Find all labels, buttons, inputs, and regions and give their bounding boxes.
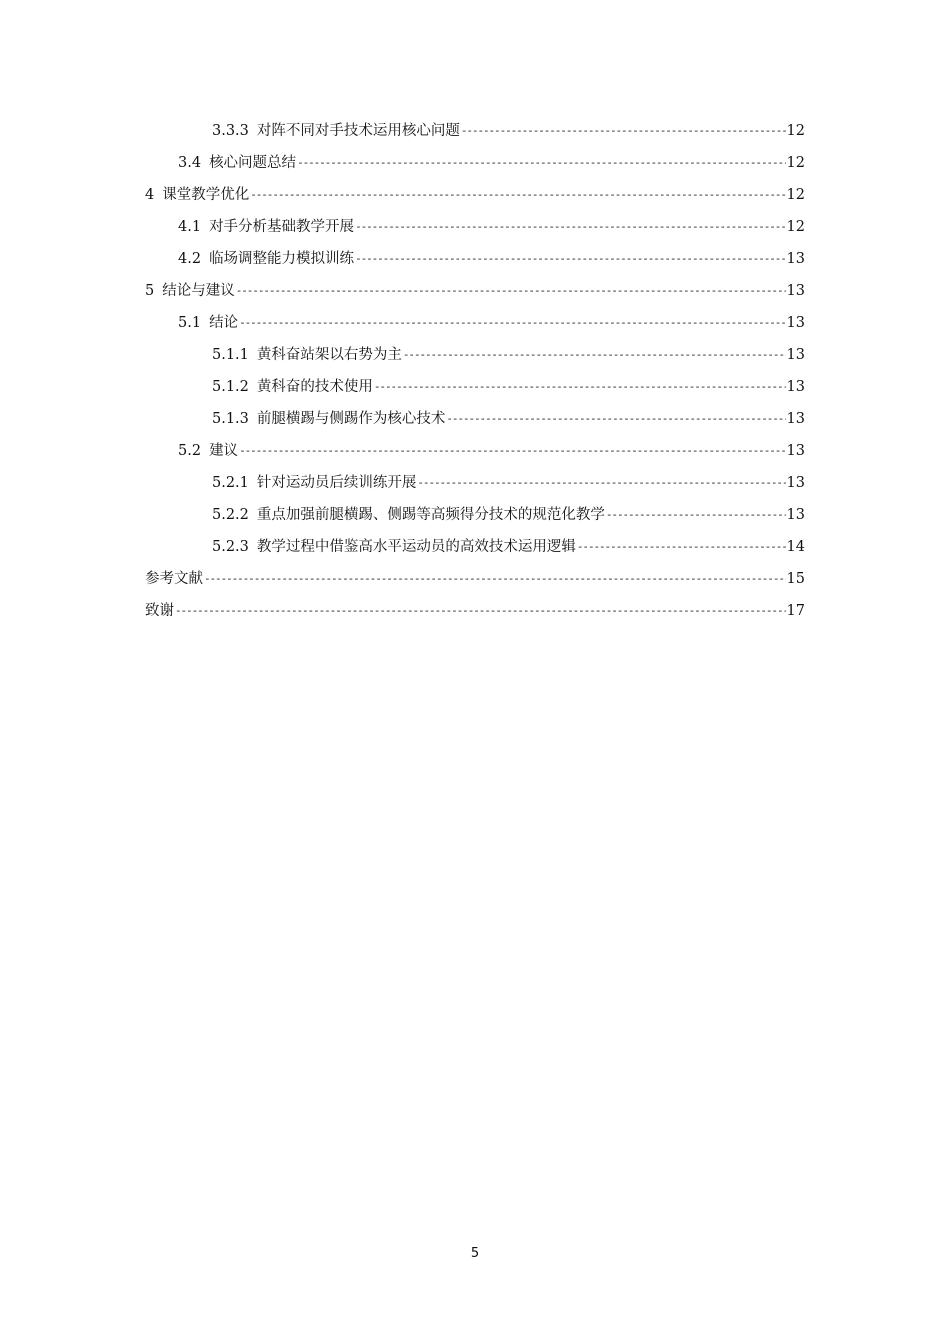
toc-entry-number: 5.1: [178, 315, 202, 331]
toc-dot-leader: [204, 563, 786, 595]
toc-entry-page: 13: [786, 507, 805, 523]
toc-entry-title: 黄科奋站架以右势为主: [256, 347, 402, 363]
toc-dot-leader: [446, 403, 785, 435]
toc-entry-number: 5.2.3: [212, 539, 249, 555]
toc-entry-page: 13: [786, 251, 805, 267]
toc-entry-page: 13: [786, 283, 805, 299]
toc-dot-leader: [606, 499, 786, 531]
toc-entry-number: 4.1: [178, 219, 202, 235]
toc-entry-acknowledgements[interactable]: [0, 595, 950, 627]
toc-entry-number: 5: [145, 283, 155, 299]
toc-entry-page: 13: [786, 475, 805, 491]
toc-entry-number: 5.2.1: [212, 475, 249, 491]
toc-entry-title: 黄科奋的技术使用: [256, 379, 373, 395]
toc-entry-title: 针对运动员后续训练开展: [256, 475, 417, 491]
toc-entry-title: 核心问题总结: [209, 155, 297, 171]
toc-entry-5-1-2[interactable]: [0, 371, 950, 403]
toc-entry-5-1-3[interactable]: [0, 403, 950, 435]
toc-dot-leader: [417, 467, 785, 499]
toc-entry-page: 14: [786, 539, 805, 555]
toc-entry-title: 参考文献: [145, 571, 203, 587]
toc-dot-leader: [297, 147, 785, 179]
toc-entry-page: 15: [786, 571, 805, 587]
toc-entry-5-2-3[interactable]: [0, 531, 950, 563]
toc-entry-title: 结论与建议: [162, 283, 235, 299]
toc-dot-leader: [577, 531, 786, 563]
toc-entry-4[interactable]: [0, 179, 950, 211]
toc-entry-5-2-2[interactable]: [0, 499, 950, 531]
toc-entry-title: 结论: [209, 315, 239, 331]
toc-entry-5[interactable]: [0, 275, 950, 307]
toc-entry-number: 5.1.3: [212, 411, 249, 427]
toc-entry-title: 致谢: [145, 603, 174, 619]
toc-entry-page: 12: [786, 123, 805, 139]
toc-dot-leader: [403, 339, 786, 371]
toc-dot-leader: [250, 179, 785, 211]
toc-entry-3-3-3[interactable]: [0, 115, 950, 147]
toc-entry-number: 5.1.1: [212, 347, 249, 363]
toc-entry-number: 5.2.2: [212, 507, 249, 523]
toc-entry-number: 3.3.3: [212, 123, 249, 139]
toc-entry-5-1[interactable]: [0, 307, 950, 339]
toc-entry-number: 5.2: [178, 443, 202, 459]
toc-entry-5-2[interactable]: [0, 435, 950, 467]
toc-dot-leader: [355, 211, 785, 243]
toc-entry-number: 3.4: [178, 155, 202, 171]
toc-dot-leader: [239, 307, 785, 339]
toc-entry-page: 13: [786, 347, 805, 363]
toc-dot-leader: [175, 595, 786, 627]
toc-entry-title: 重点加强前腿横踢、侧踢等高频得分技术的规范化教学: [256, 507, 605, 523]
toc-dot-leader: [355, 243, 785, 275]
toc-entry-page: 12: [786, 219, 805, 235]
toc-entry-title: 课堂教学优化: [162, 187, 250, 203]
toc-entry-title: 对手分析基础教学开展: [209, 219, 355, 235]
toc-entry-3-4[interactable]: [0, 147, 950, 179]
toc-entry-references[interactable]: [0, 563, 950, 595]
toc-entry-title: 建议: [209, 443, 239, 459]
toc-entry-title: 对阵不同对手技术运用核心问题: [256, 123, 460, 139]
toc-entry-number: 5.1.2: [212, 379, 249, 395]
toc-entry-page: 12: [786, 155, 805, 171]
toc-dot-leader: [374, 371, 786, 403]
toc-entry-number: 4.2: [178, 251, 202, 267]
toc-entry-number: 4: [145, 187, 155, 203]
toc-entry-page: 13: [786, 411, 805, 427]
toc-entry-4-1[interactable]: [0, 211, 950, 243]
toc-entry-title: 临场调整能力模拟训练: [209, 251, 355, 267]
toc-entry-5-1-1[interactable]: [0, 339, 950, 371]
toc-entry-title: 前腿横踢与侧踢作为核心技术: [256, 411, 446, 427]
toc-entry-page: 12: [786, 187, 805, 203]
toc-dot-leader: [236, 275, 786, 307]
toc-entry-5-2-1[interactable]: [0, 467, 950, 499]
toc-entry-title: 教学过程中借鉴高水平运动员的高效技术运用逻辑: [256, 539, 576, 555]
toc-entry-page: 13: [786, 443, 805, 459]
page-number: 5: [470, 1246, 480, 1261]
table-of-contents: [0, 115, 950, 627]
toc-entry-4-2[interactable]: [0, 243, 950, 275]
toc-entry-page: 13: [786, 379, 805, 395]
toc-dot-leader: [461, 115, 786, 147]
toc-entry-page: 17: [786, 603, 805, 619]
toc-dot-leader: [239, 435, 785, 467]
toc-entry-page: 13: [786, 315, 805, 331]
